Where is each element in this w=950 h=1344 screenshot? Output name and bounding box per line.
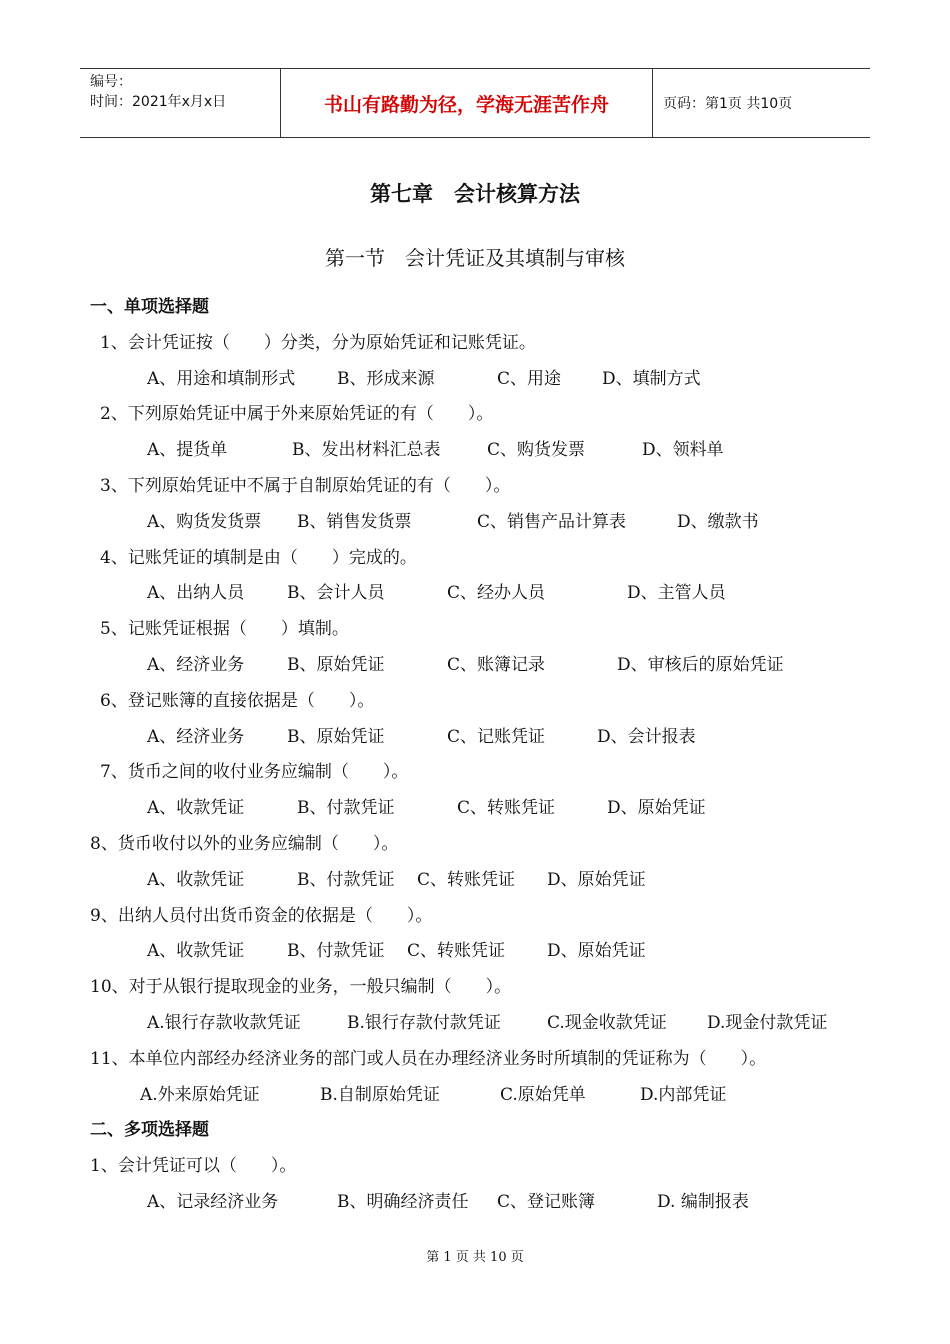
single-question-6: 6、登记账簿的直接依据是（ ）。	[100, 690, 375, 711]
single-question-3: 3、下列原始凭证中不属于自制原始凭证的有（ ）。	[100, 475, 511, 496]
option-a: A、购货发货票	[147, 511, 262, 532]
single-options-8	[90, 863, 880, 899]
option-b: B、原始凭证	[287, 654, 385, 675]
option-c: C、购货发票	[487, 440, 586, 461]
option-b: B、付款凭证	[287, 941, 385, 962]
option-b: B.自制原始凭证	[320, 1084, 440, 1105]
option-d: D、领料单	[642, 440, 724, 461]
single-question-8: 8、货币收付以外的业务应编制（ ）。	[90, 833, 399, 854]
option-a: A、经济业务	[147, 654, 245, 675]
option-d: D、缴款书	[677, 511, 759, 532]
section-title: 第一节 会计凭证及其填制与审核	[325, 246, 625, 270]
single-question-1: 1、会计凭证按（ ）分类，分为原始凭证和记账凭证。	[100, 332, 536, 353]
header-motto-cell	[281, 69, 653, 137]
single-question-10: 10、对于从银行提取现金的业务，一般只编制（ ）。	[90, 977, 512, 998]
option-b: B、会计人员	[287, 583, 385, 604]
multi-options-1	[90, 1185, 880, 1221]
option-d: D、原始凭证	[547, 869, 646, 890]
option-d: D、原始凭证	[547, 941, 646, 962]
page-footer: 第 1 页 共 10 页	[426, 1250, 524, 1265]
option-c: C.现金收款凭证	[547, 1012, 667, 1033]
single-question-7: 7、货币之间的收付业务应编制（ ）。	[100, 762, 409, 783]
option-a: A、记录经济业务	[147, 1191, 279, 1212]
option-a: A.银行存款收款凭证	[147, 1012, 301, 1033]
option-d: D.现金付款凭证	[707, 1012, 828, 1033]
single-options-3	[90, 505, 880, 541]
single-options-6	[90, 720, 880, 756]
option-d: D、原始凭证	[607, 798, 706, 819]
option-c: C、账簿记录	[447, 654, 546, 675]
single-options-2	[90, 433, 880, 469]
chapter-title: 第七章 会计核算方法	[370, 182, 580, 206]
single-question-5: 5、记账凭证根据（ ）填制。	[100, 619, 349, 640]
option-b: B、付款凭证	[297, 798, 395, 819]
number-label: 编号：	[90, 74, 132, 90]
option-a: A、用途和填制形式	[147, 368, 296, 389]
option-a: A、收款凭证	[147, 869, 245, 890]
option-d: D. 编制报表	[657, 1191, 749, 1212]
single-question-2: 2、下列原始凭证中属于外来原始凭证的有（ ）。	[100, 404, 494, 425]
single-options-7	[90, 791, 880, 827]
motto-text: 书山有路勤为径，学海无涯苦作舟	[323, 93, 609, 116]
option-d: D、审核后的原始凭证	[617, 654, 784, 675]
option-c: C、转账凭证	[407, 941, 506, 962]
option-a: A、收款凭证	[147, 941, 245, 962]
option-b: B、原始凭证	[287, 726, 385, 747]
option-b: B、发出材料汇总表	[292, 440, 441, 461]
option-c: C、登记账簿	[497, 1191, 596, 1212]
multi-question-1: 1、会计凭证可以（ ）。	[90, 1156, 297, 1177]
option-d: D.内部凭证	[640, 1084, 727, 1105]
single-options-5	[90, 648, 880, 684]
option-c: C、用途	[497, 368, 562, 389]
page-info: 页码：第1页 共10页	[663, 96, 793, 112]
header-page-cell	[653, 69, 870, 137]
single-options-10	[90, 1006, 880, 1042]
single-question-11: 11、本单位内部经办经济业务的部门或人员在办理经济业务时所填制的凭证称为（ ）。	[90, 1048, 767, 1069]
option-b: B、明确经济责任	[337, 1191, 469, 1212]
option-a: A、出纳人员	[147, 583, 245, 604]
single-question-9: 9、出纳人员付出货币资金的依据是（ ）。	[90, 905, 433, 926]
option-b: B、销售发货票	[297, 511, 412, 532]
single-options-9	[90, 934, 880, 970]
option-a: A、提货单	[147, 440, 228, 461]
single-options-11	[90, 1078, 880, 1114]
option-c: C、经办人员	[447, 583, 546, 604]
option-c: C、销售产品计算表	[477, 511, 627, 532]
single-question-4: 4、记账凭证的填制是由（ ）完成的。	[100, 547, 417, 568]
multi-choice-list	[90, 1149, 880, 1221]
single-options-4	[90, 576, 880, 612]
header-table	[80, 68, 870, 138]
option-a: A、经济业务	[147, 726, 245, 747]
option-c: C、转账凭证	[457, 798, 556, 819]
part2-heading: 二、多项选择题	[90, 1120, 209, 1141]
option-b: B、形成来源	[337, 368, 435, 389]
option-c: C、转账凭证	[417, 869, 516, 890]
part1-heading: 一、单项选择题	[90, 297, 209, 317]
option-c: C.原始凭单	[500, 1084, 586, 1105]
option-a: A、收款凭证	[147, 798, 245, 819]
option-d: D、会计报表	[597, 726, 696, 747]
option-b: B.银行存款付款凭证	[347, 1012, 501, 1033]
header-left-cell	[80, 69, 281, 137]
option-c: C、记账凭证	[447, 726, 546, 747]
option-a: A.外来原始凭证	[140, 1084, 260, 1105]
question-content	[90, 290, 880, 1221]
option-d: D、主管人员	[627, 583, 726, 604]
option-d: D、填制方式	[602, 368, 701, 389]
single-choice-list	[90, 326, 880, 1114]
single-options-1	[90, 362, 880, 398]
time-label: 时间：2021年x月x日	[90, 94, 227, 110]
option-b: B、付款凭证	[297, 869, 395, 890]
